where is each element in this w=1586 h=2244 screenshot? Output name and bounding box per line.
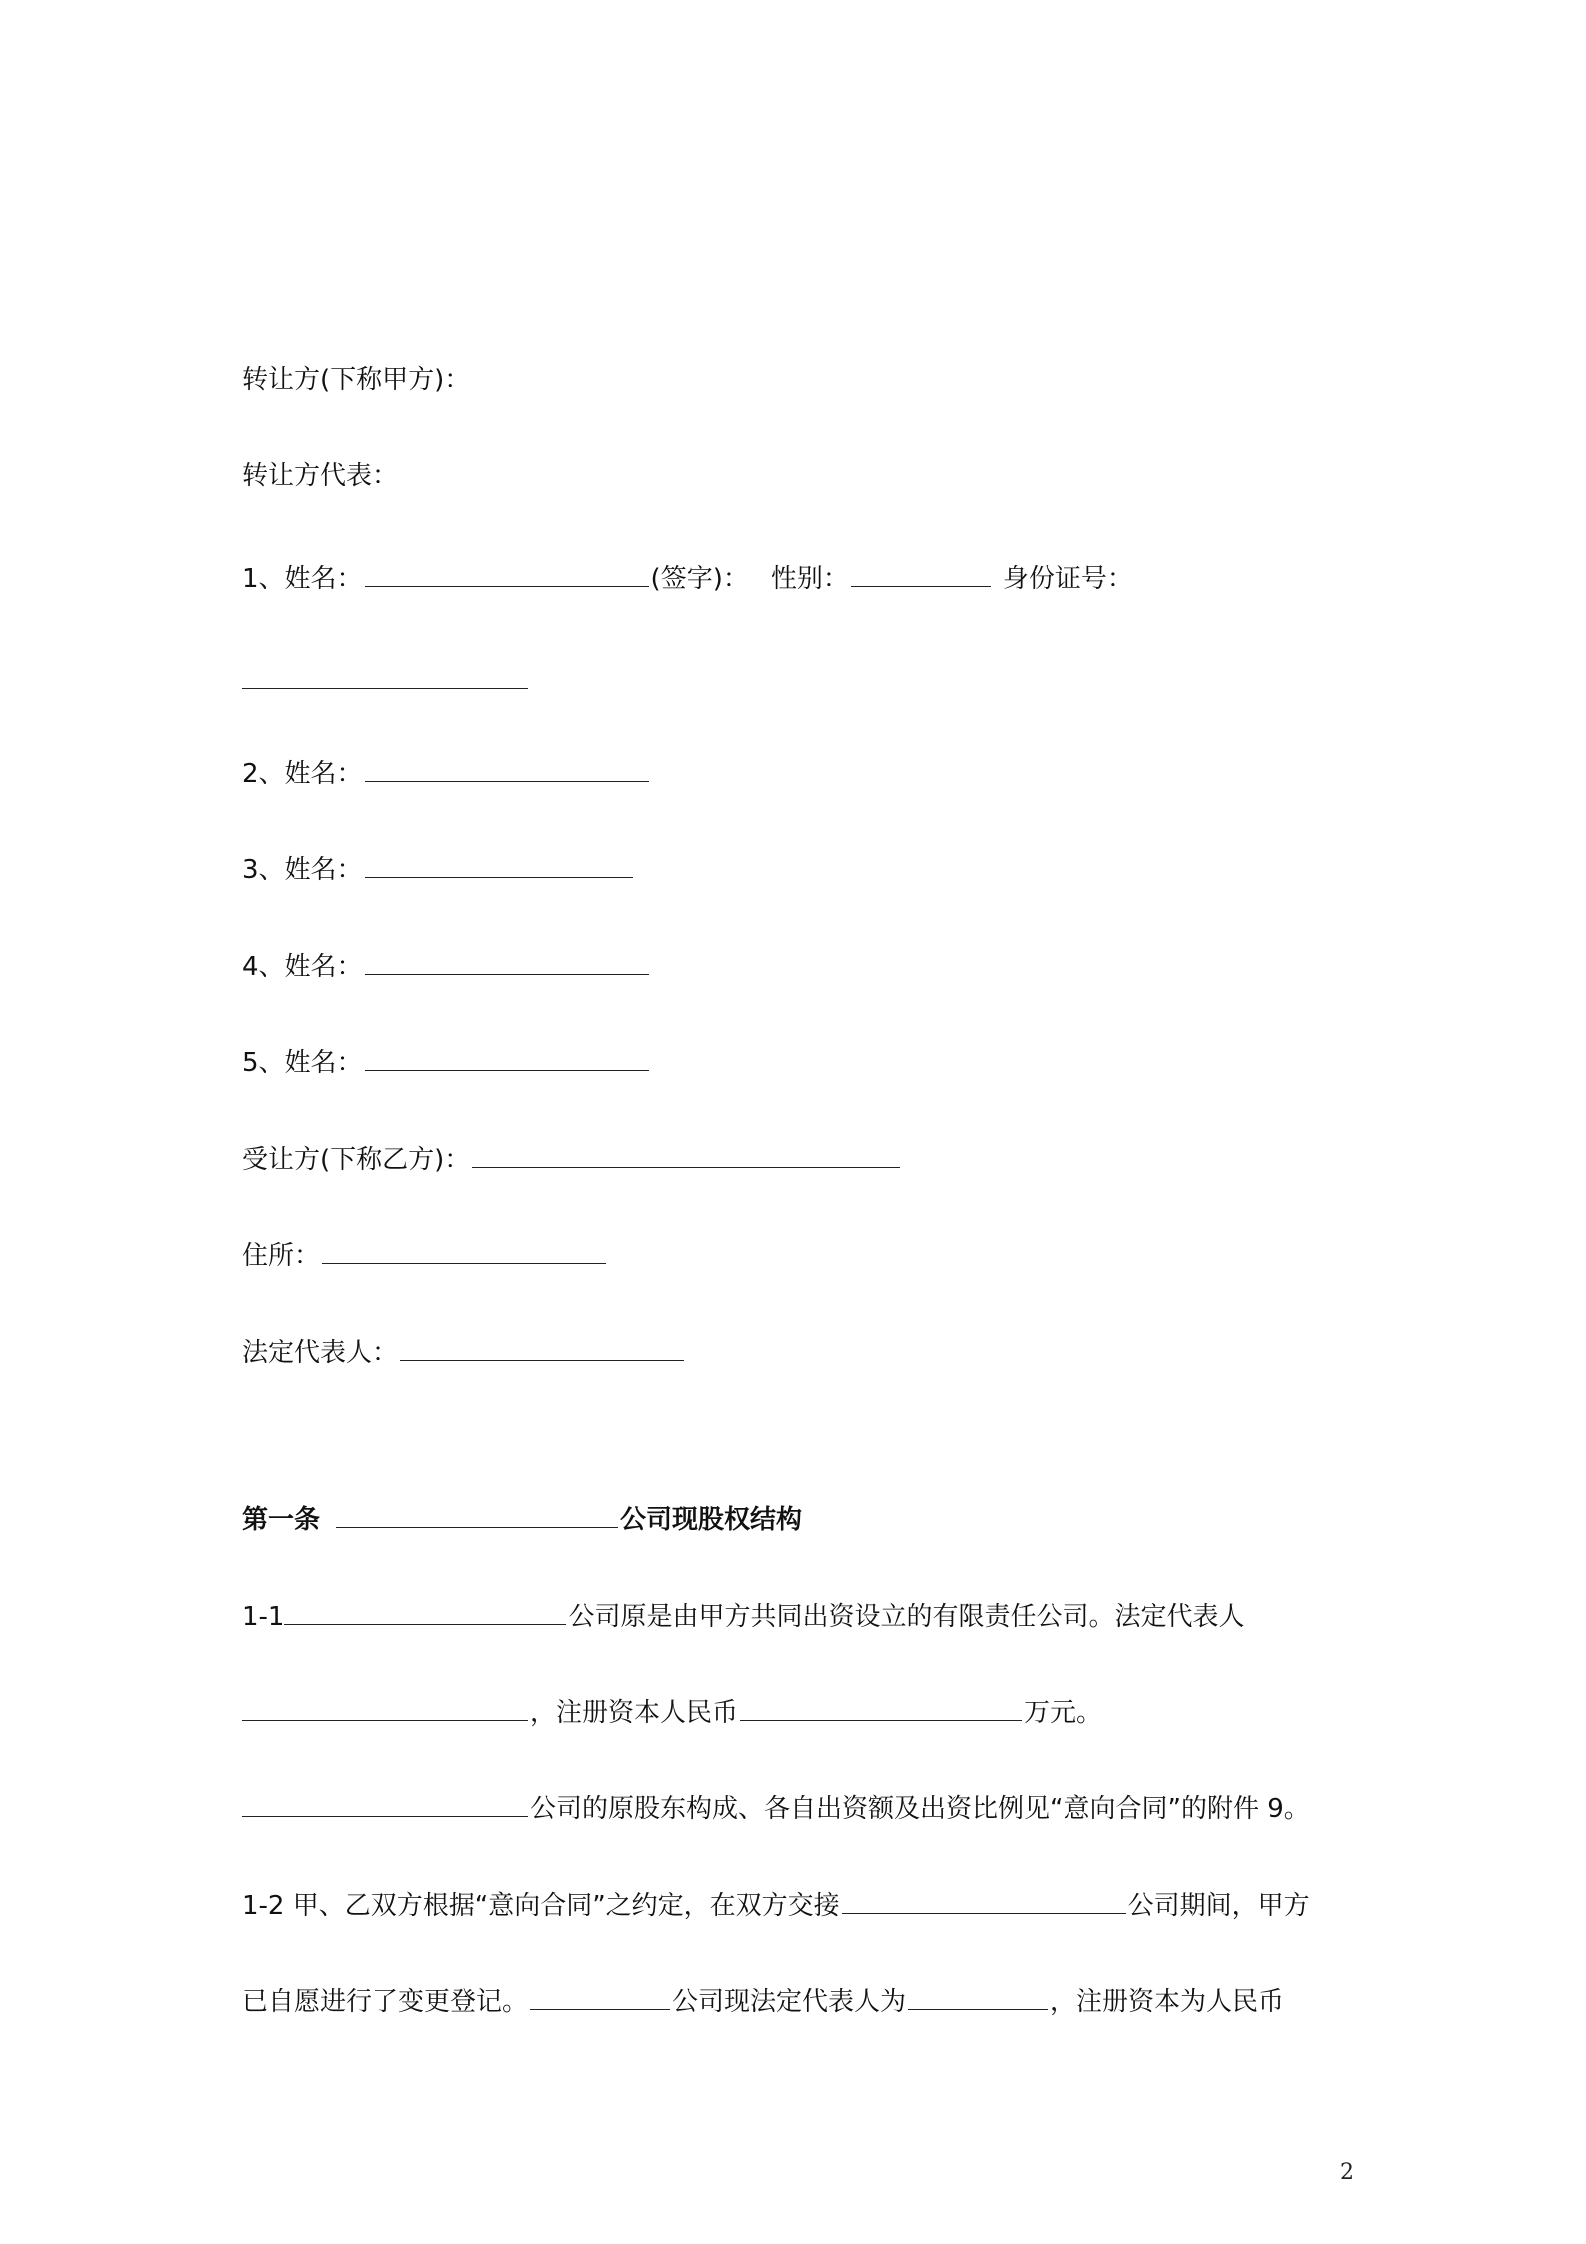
- person-4-row: 4、姓名：: [242, 948, 651, 985]
- id-number-blank[interactable]: [242, 662, 528, 689]
- transferor-heading: 转让方(下称甲方)：: [242, 365, 471, 395]
- transferee-row: 受让方(下称乙方)：: [242, 1141, 902, 1178]
- legal-rep-row: 法定代表人：: [242, 1334, 686, 1371]
- legal-rep-blank[interactable]: [400, 1334, 684, 1361]
- id-number-row: [242, 662, 530, 699]
- legal-rep-blank[interactable]: [908, 1983, 1048, 2010]
- clause-1-1-line-3: 公司的原股东构成、各自出资额及出资比例见“意向合同”的附件 9。: [242, 1790, 1310, 1827]
- person-5-row: 5、姓名：: [242, 1044, 651, 1081]
- company-blank[interactable]: [842, 1887, 1126, 1914]
- page-number: 2: [1340, 2160, 1354, 2185]
- person-1-label: 1、姓名：: [242, 564, 363, 594]
- clause-1-1-line-1: 1-1 公司原是由甲方共同出资设立的有限责任公司。法定代表人: [242, 1598, 1244, 1635]
- name-blank[interactable]: [365, 948, 649, 975]
- name-blank[interactable]: [365, 560, 649, 587]
- residence-row: 住所：: [242, 1237, 608, 1274]
- name-blank[interactable]: [365, 755, 649, 782]
- legal-rep-blank[interactable]: [242, 1694, 528, 1721]
- capital-blank[interactable]: [740, 1694, 1022, 1721]
- name-blank[interactable]: [365, 1044, 649, 1071]
- residence-blank[interactable]: [322, 1237, 606, 1264]
- sign-label: (签字)：: [650, 564, 749, 594]
- gender-blank[interactable]: [851, 560, 991, 587]
- company-blank[interactable]: [242, 1790, 528, 1817]
- clause-1-2-line-1: 1-2 甲、乙双方根据“意向合同”之约定，在双方交接 公司期间，甲方: [242, 1887, 1310, 1924]
- person-1-row: [242, 560, 1133, 597]
- person-2-row: 2、姓名：: [242, 755, 651, 792]
- transferor-rep: 转让方代表：: [242, 461, 399, 491]
- company-blank[interactable]: [284, 1598, 566, 1625]
- person-3-row: 3、姓名：: [242, 851, 635, 888]
- company-blank[interactable]: [336, 1501, 618, 1528]
- transferee-blank[interactable]: [472, 1141, 900, 1168]
- name-blank[interactable]: [365, 851, 633, 878]
- company-blank[interactable]: [530, 1983, 670, 2010]
- gender-label: 性别：: [770, 564, 849, 594]
- clause-1-1-line-2: ，注册资本人民币 万元。: [242, 1694, 1102, 1731]
- id-label: 身份证号：: [1002, 564, 1133, 594]
- article-1-heading: 第一条 公司现股权结构: [242, 1501, 802, 1538]
- clause-1-2-line-2: 已自愿进行了变更登记。 公司现法定代表人为 ，注册资本为人民币: [242, 1983, 1284, 2020]
